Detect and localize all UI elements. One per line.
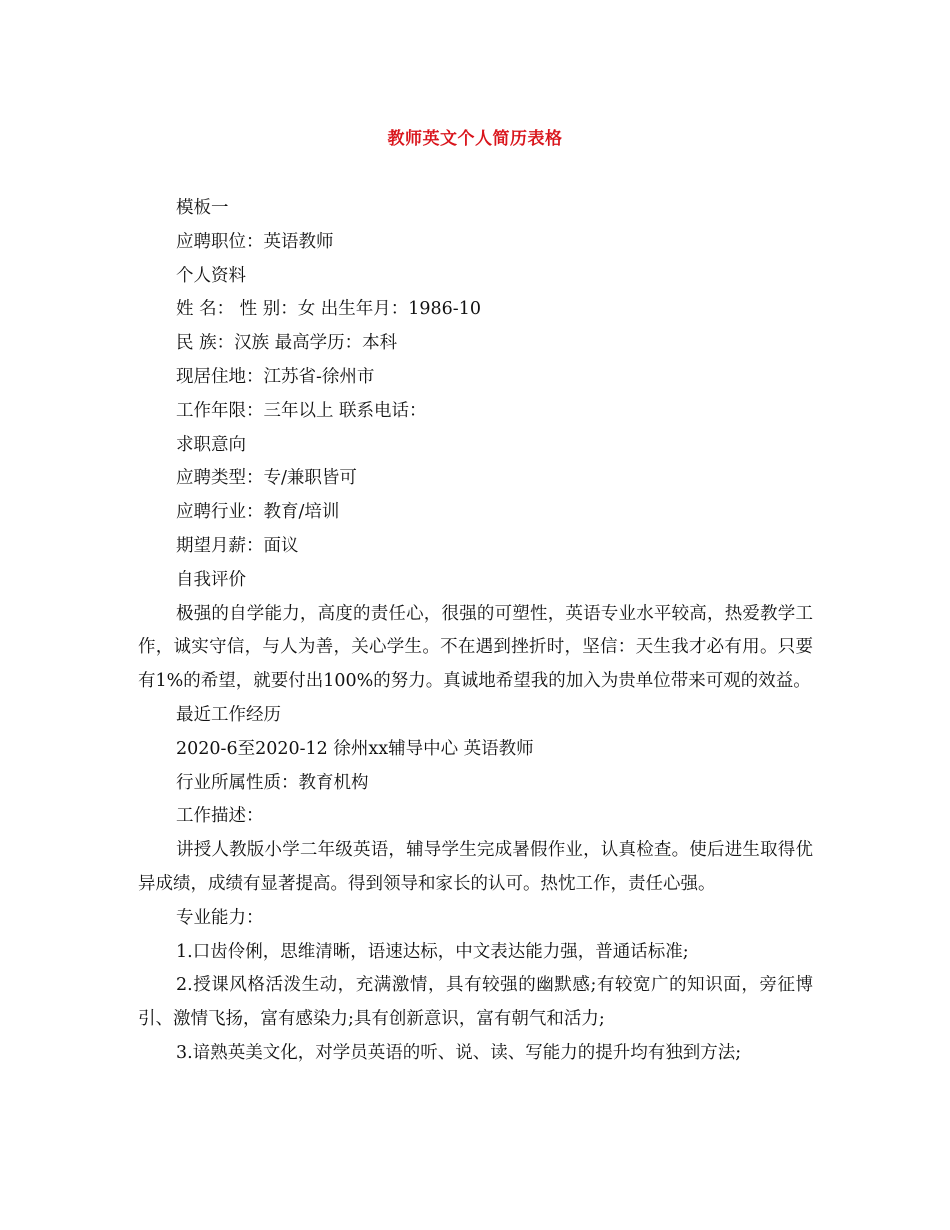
body-line: 应聘类型：专/兼职皆可 <box>176 468 357 489</box>
body-line: 应聘行业：教育/培训 <box>176 502 340 523</box>
body-line: 模板一 <box>176 198 229 218</box>
body-line: 期望月薪：面议 <box>176 535 299 556</box>
body-line: 工作描述： <box>176 806 264 827</box>
body-line: 专业能力： <box>176 907 264 928</box>
body-paragraph: 极强的自学能力，高度的责任心，很强的可塑性，英语专业水平较高，热爱教学工作，诚实守信，与人为善，关心学生。不在遇到挫折时，坚信：天生我才必有用。只要有1%的希望，就要付出100%的努力。真诚地希望我的加入为贵单位带来可观的效益。 <box>138 603 813 692</box>
body-paragraph: 2.授课风格活泼生动，充满激情，具有较强的幽默感;有较宽广的知识面，旁征博引、激情飞扬，富有感染力;具有创新意识，富有朝气和活力; <box>138 975 813 1030</box>
body-line: 应聘职位：英语教师 <box>176 231 334 252</box>
body-line: 工作年限：三年以上 联系电话： <box>176 400 427 421</box>
body-line: 姓 名： 性 别：女 出生年月：1986-10 <box>176 299 481 320</box>
body-line: 自我评价 <box>176 569 246 590</box>
body-line: 现居住地：江苏省-徐州市 <box>176 366 375 387</box>
body-line: 求职意向 <box>176 434 246 455</box>
document-title: 教师英文个人简历表格 <box>387 129 563 149</box>
body-line: 个人资料 <box>176 265 246 286</box>
document-body <box>138 192 813 1071</box>
body-line: 最近工作经历 <box>176 704 281 725</box>
body-line: 2020-6至2020-12 徐州xx辅导中心 英语教师 <box>176 738 534 759</box>
body-paragraph: 讲授人教版小学二年级英语，辅导学生完成暑假作业，认真检查。使后进生取得优异成绩，成绩有显著提高。得到领导和家长的认可。热忱工作，责任心强。 <box>138 840 813 894</box>
body-line: 3.谙熟英美文化，对学员英语的听、说、读、写能力的提升均有独到方法; <box>176 1042 742 1063</box>
body-line: 行业所属性质：教育机构 <box>176 772 369 793</box>
body-line: 民 族：汉族 最高学历：本科 <box>176 333 398 354</box>
body-line: 1.口齿伶俐，思维清晰，语速达标，中文表达能力强，普通话标准; <box>176 941 689 962</box>
